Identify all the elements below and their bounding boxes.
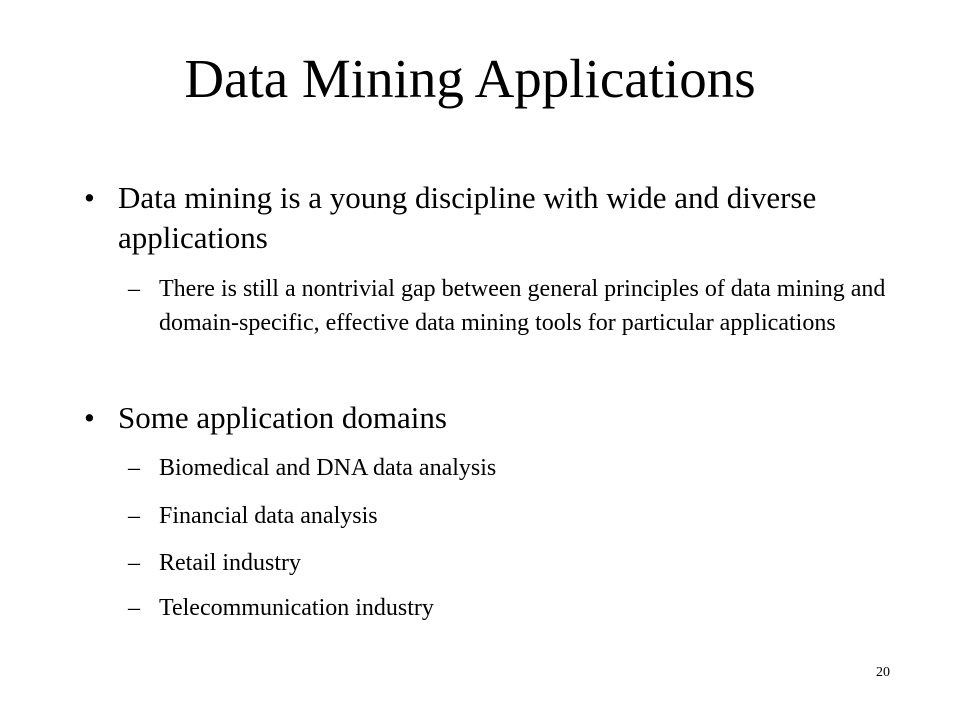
sub-bullet-marker: –	[128, 455, 140, 481]
sub-bullet-item	[128, 546, 888, 580]
sub-bullet-item	[128, 272, 888, 376]
bullet-marker: •	[84, 400, 95, 435]
sub-bullet-text: Retail industry	[159, 550, 301, 576]
bullet-item	[84, 178, 884, 260]
sub-bullet-item	[128, 499, 888, 533]
bullet-text: Some application domains	[118, 400, 447, 435]
page-number: 20	[876, 665, 890, 680]
bullet-text: Data mining is a young discipline with wide and diverse applications	[118, 180, 817, 255]
bullet-marker: •	[84, 180, 95, 215]
sub-bullet-item	[128, 451, 888, 485]
sub-bullet-marker: –	[128, 550, 140, 576]
sub-bullet-text: There is still a nontrivial gap between general principles of data mining and domain-specific, effective data mining tools for particular applications	[159, 276, 886, 336]
sub-bullet-text: Financial data analysis	[159, 503, 378, 529]
sub-bullet-text: Biomedical and DNA data analysis	[159, 455, 497, 481]
sub-bullet-marker: –	[128, 595, 140, 621]
slide-title: Data Mining Applications	[184, 48, 756, 109]
sub-bullet-marker: –	[128, 276, 140, 302]
bullet-item	[84, 398, 884, 438]
sub-bullet-marker: –	[128, 503, 140, 529]
sub-bullet-text: Telecommunication industry	[159, 595, 434, 621]
sub-bullet-item	[128, 591, 888, 625]
